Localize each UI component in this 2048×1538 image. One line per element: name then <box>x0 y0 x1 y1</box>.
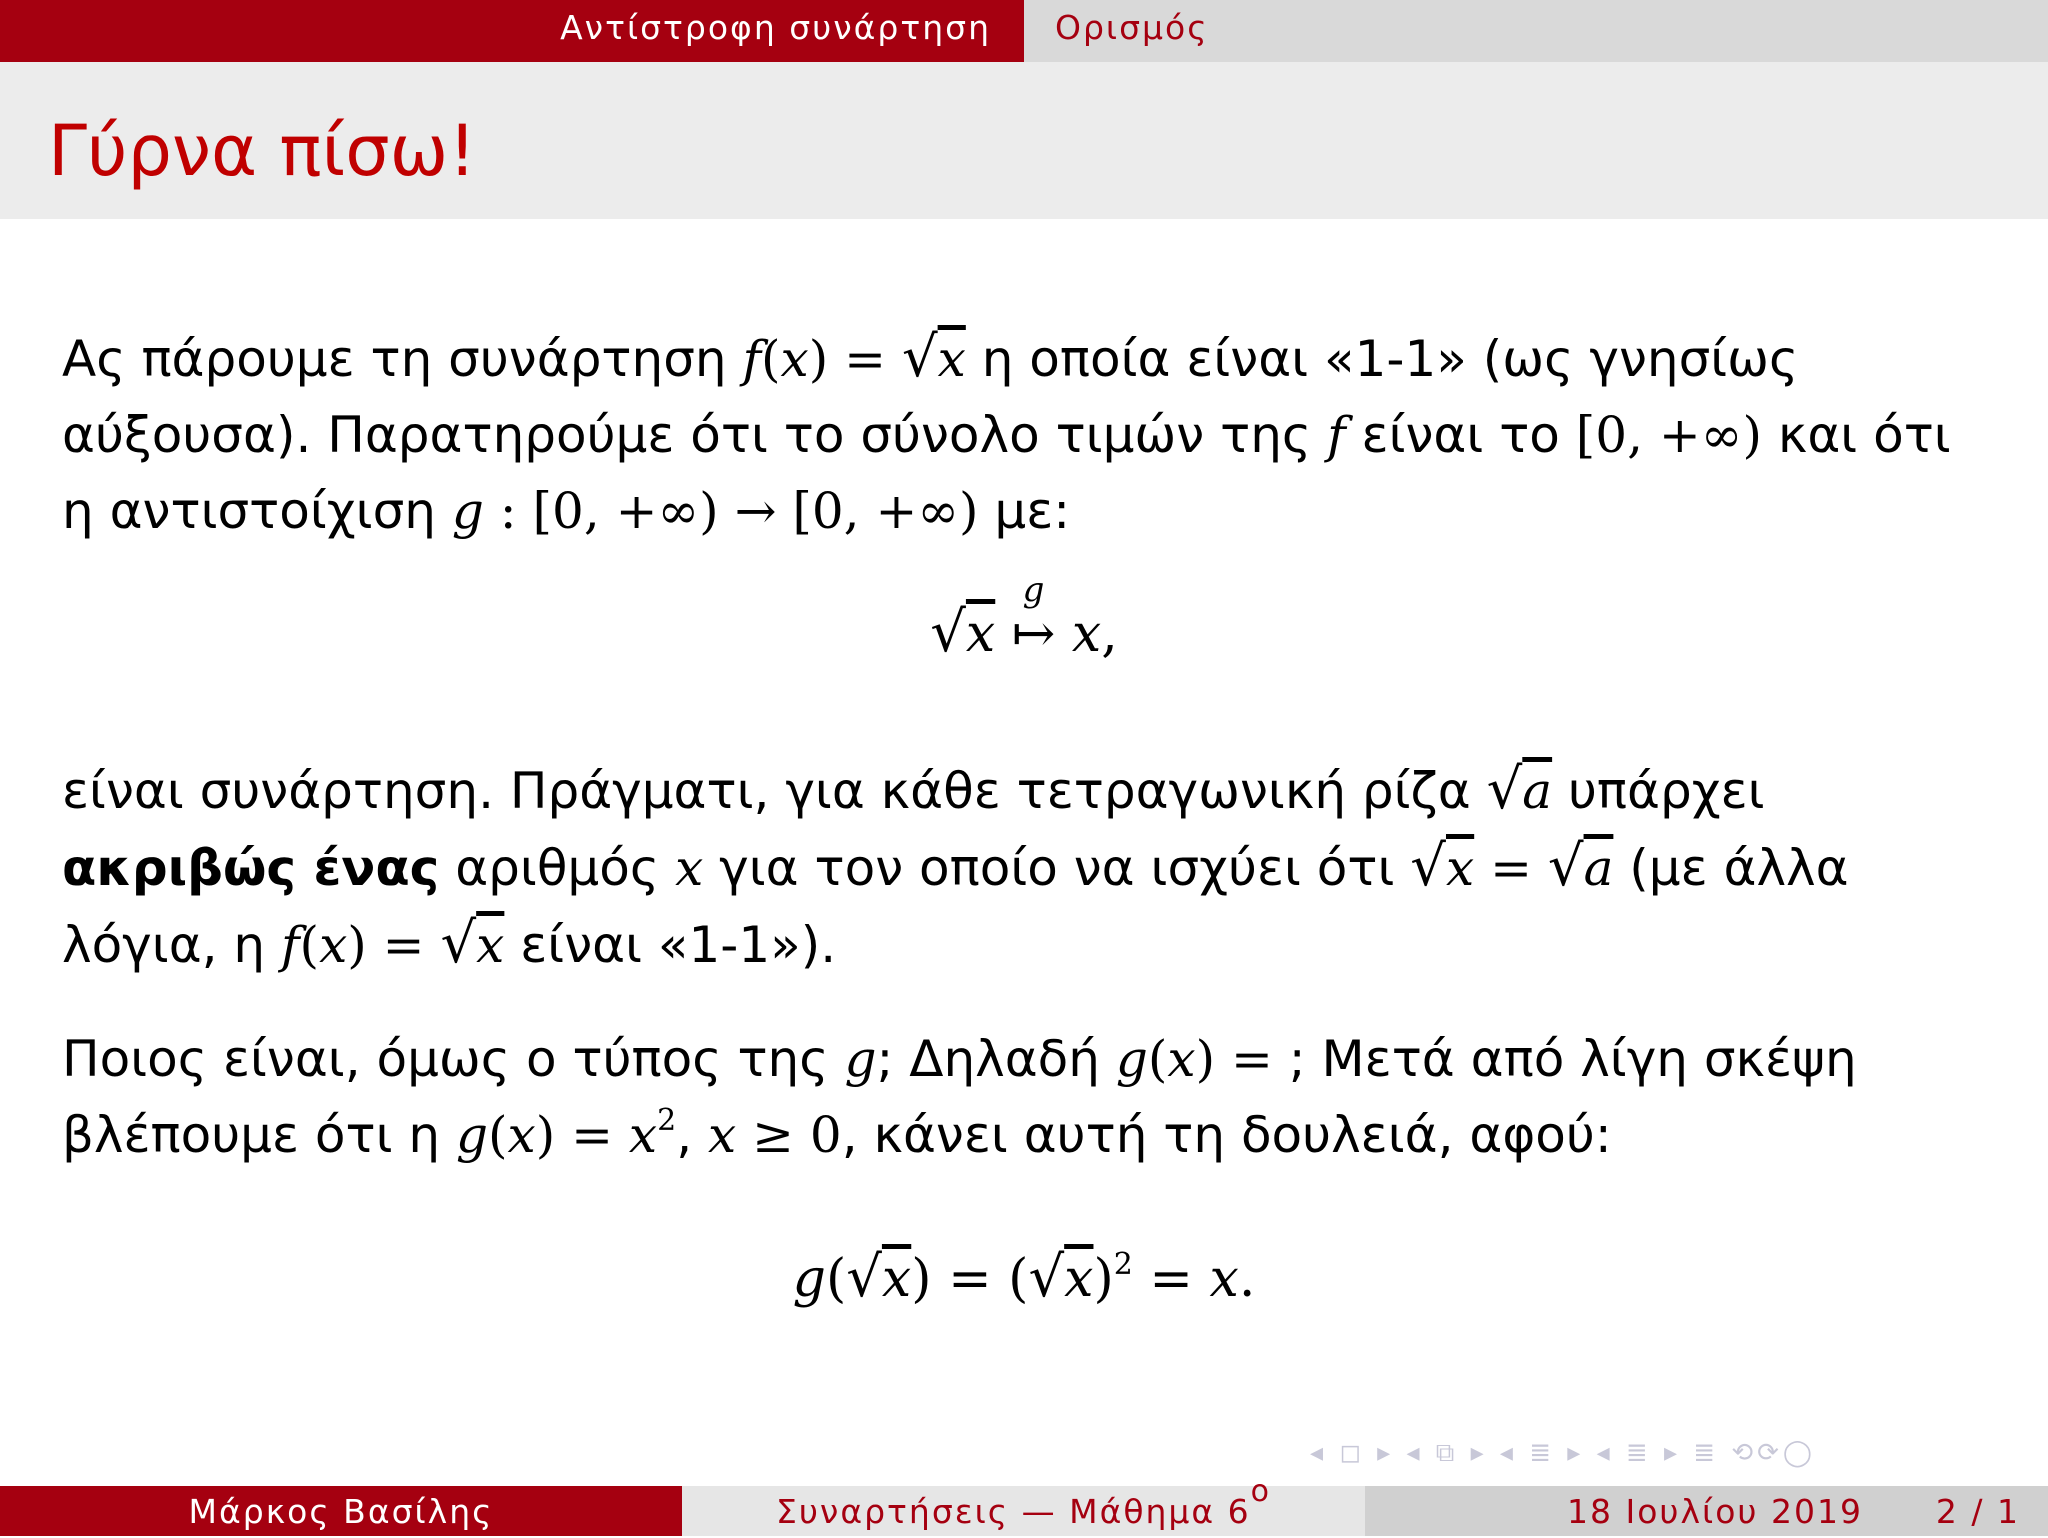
footer-title: Συναρτήσεις — Μάθημα $6^o$ <box>682 1486 1365 1536</box>
math-f-of-x: f <box>742 330 762 388</box>
math-f: f <box>1327 406 1346 464</box>
paragraph-2: είναι συνάρτηση. Πράγματι, για κάθε τετραγωνική ρίζα √a υπάρχει ακριβώς ένας αριθμός x για τον οποίο να ισχύει ότι √x = √a (με άλλα λόγια, η f(x) = √x είναι «1-1»). <box>62 757 1849 976</box>
emphasis-exactly-one: ακριβώς ένας <box>62 839 440 897</box>
navigation-symbols[interactable]: ◂ ◻ ▸ ◂ ⧉ ▸ ◂ ≣ ▸ ◂ ≣ ▸ ≣ ⟲⟳◯ <box>1310 1438 1817 1468</box>
nav-section-inverse-function[interactable]: Αντίστροφη συνάρτηση <box>560 8 991 47</box>
frame-title: Γύρνα πίσω! <box>48 110 477 192</box>
mapsto-arrow: g ↦ <box>1011 570 1056 664</box>
display-equation-composition: $g(√x) = (√x)^2 = x$. <box>792 1245 1256 1310</box>
footer-author: Μάρκος Βασίλης <box>0 1486 682 1536</box>
paragraph-3: Ποιος είναι, όμως ο τύπος της g; Δηλαδή g(x) = ; Μετά από λίγη σκέψη βλέπουμε ότι η $g(x) = x^2$, x ≥ 0, κάνει αυτή τη δουλειά, αφού: <box>62 1030 1857 1164</box>
slide-body <box>62 320 1992 549</box>
footer-page-number: 2 / 1 <box>1935 1492 2020 1531</box>
math-interval: [0, +∞) <box>1575 406 1762 464</box>
display-equation-mapping: √x g ↦ x, <box>930 570 1118 665</box>
footer-date-page <box>1365 1486 2048 1536</box>
top-navigation-bar <box>0 0 2048 62</box>
frame-title-bar <box>0 62 2048 219</box>
math-g-mapping: g <box>451 482 484 540</box>
footer-date: 18 Ιουλίου 2019 <box>1567 1492 1863 1531</box>
paragraph-1: Ας πάρουμε τη συνάρτηση f(x) = √x η οποία είναι «1-1» (ως γνησίως αύξουσα). Παρατηρούμε ότι το σύνολο τιμών της f είναι το [0, +∞) και ότι η αντιστοίχιση g : [0, +∞) → [0, +∞) με: <box>62 325 1951 540</box>
slide-body-lower <box>62 752 1992 1173</box>
nav-subsection-definition[interactable]: Ορισμός <box>1055 8 1209 47</box>
footer <box>0 1474 2048 1536</box>
